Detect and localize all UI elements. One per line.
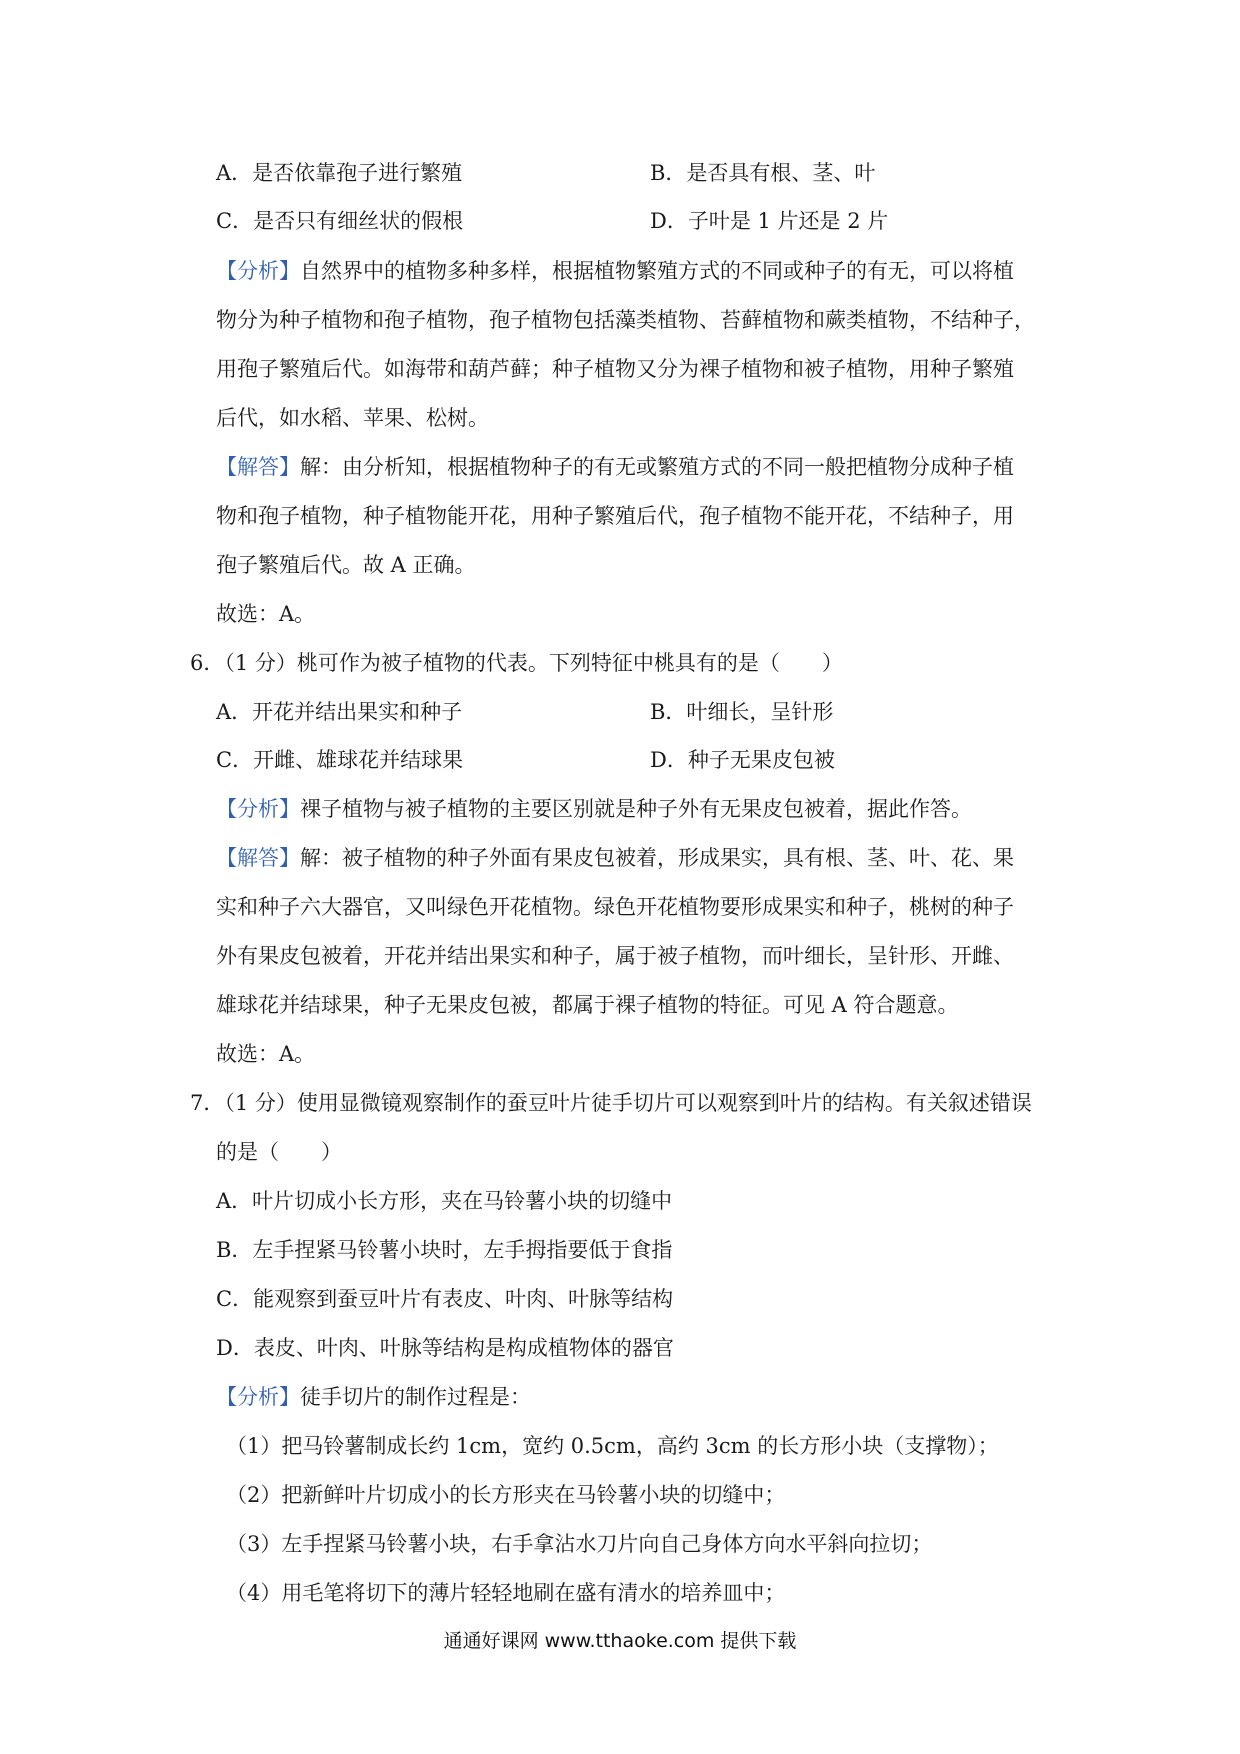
- q5-answer-line-3: 孢子繁殖后代。故 A 正确。: [216, 553, 476, 577]
- q7-option-d: D．表皮、叶肉、叶脉等结构是构成植物体的器官: [216, 1336, 674, 1360]
- q6-stem: 6．（1 分）桃可作为被子植物的代表。下列特征中桃具有的是（ ）: [190, 651, 843, 675]
- q5-option-c: C．是否只有细丝状的假根: [216, 209, 464, 233]
- q6-option-a: A．开花并结出果实和种子: [216, 700, 463, 724]
- q5-option-a: A．是否依靠孢子进行繁殖: [216, 161, 463, 185]
- q6-answer-line-4: 雄球花并结球果，种子无果皮包被，都属于裸子植物的特征。可见 A 符合题意。: [216, 993, 959, 1017]
- q7-step-4: （4）用毛笔将切下的薄片轻轻地刷在盛有清水的培养皿中；: [226, 1581, 786, 1605]
- q7-step-1: （1）把马铃薯制成长约 1cm，宽约 0.5cm，高约 3cm 的长方形小块（支撑物）；: [226, 1434, 999, 1458]
- q6-option-d: D．种子无果皮包被: [650, 748, 835, 772]
- q7-analysis-line: 【分析】徒手切片的制作过程是：: [216, 1385, 531, 1409]
- q5-answer-tag: 【解答】: [216, 455, 300, 479]
- q5-analysis-line-1: 【分析】自然界中的植物多种多样，根据植物繁殖方式的不同或种子的有无，可以将植: [216, 259, 1014, 283]
- q5-analysis-line-4: 后代，如水稻、苹果、松树。: [216, 406, 489, 430]
- q6-option-b: B．叶细长，呈针形: [650, 700, 834, 724]
- q7-step-3: （3）左手捏紧马铃薯小块，右手拿沾水刀片向自己身体方向水平斜向拉切；: [226, 1532, 933, 1556]
- q6-answer-line-3: 外有果皮包被着，开花并结出果实和种子，属于被子植物，而叶细长，呈针形、开雌、: [216, 944, 1014, 968]
- q7-analysis-tag: 【分析】: [216, 1385, 300, 1409]
- q6-analysis-tag: 【分析】: [216, 797, 300, 821]
- q7-stem-line-2: 的是（ ）: [216, 1140, 342, 1164]
- q7-option-c: C．能观察到蚕豆叶片有表皮、叶肉、叶脉等结构: [216, 1287, 674, 1311]
- page-footer: 通通好课网 www.tthaoke.com 提供下载: [443, 1630, 797, 1652]
- q6-option-c: C．开雌、雄球花并结球果: [216, 748, 464, 772]
- q6-answer-line-2: 实和种子六大器官，又叫绿色开花植物。绿色开花植物要形成果实和种子，桃树的种子: [216, 895, 1014, 919]
- q6-analysis-line-1: 【分析】裸子植物与被子植物的主要区别就是种子外有无果皮包被着，据此作答。: [216, 797, 972, 821]
- q7-step-2: （2）把新鲜叶片切成小的长方形夹在马铃薯小块的切缝中；: [226, 1483, 786, 1507]
- q5-analysis-line-3: 用孢子繁殖后代。如海带和葫芦藓；种子植物又分为裸子植物和被子植物，用种子繁殖: [216, 357, 1014, 381]
- q7-stem-line-1: 7．（1 分）使用显微镜观察制作的蚕豆叶片徒手切片可以观察到叶片的结构。有关叙述错误: [190, 1091, 1032, 1115]
- q5-analysis-tag: 【分析】: [216, 259, 300, 283]
- q6-answer-line-1: 【解答】解：被子植物的种子外面有果皮包被着，形成果实，具有根、茎、叶、花、果: [216, 846, 1014, 870]
- q5-answer-line-1: 【解答】解：由分析知，根据植物种子的有无或繁殖方式的不同一般把植物分成种子植: [216, 455, 1014, 479]
- q5-choice: 故选：A。: [216, 602, 316, 626]
- q5-option-d: D．子叶是 1 片还是 2 片: [650, 209, 889, 233]
- q5-analysis-line-2: 物分为种子植物和孢子植物，孢子植物包括藻类植物、苔藓植物和蕨类植物，不结种子，: [216, 308, 1035, 332]
- q5-option-b: B．是否具有根、茎、叶: [650, 161, 876, 185]
- q7-option-a: A．叶片切成小长方形，夹在马铃薯小块的切缝中: [216, 1189, 673, 1213]
- q6-answer-tag: 【解答】: [216, 846, 300, 870]
- q6-choice: 故选：A。: [216, 1042, 316, 1066]
- q5-answer-line-2: 物和孢子植物，种子植物能开花，用种子繁殖后代，孢子植物不能开花，不结种子，用: [216, 504, 1014, 528]
- q7-option-b: B．左手捏紧马铃薯小块时，左手拇指要低于食指: [216, 1238, 673, 1262]
